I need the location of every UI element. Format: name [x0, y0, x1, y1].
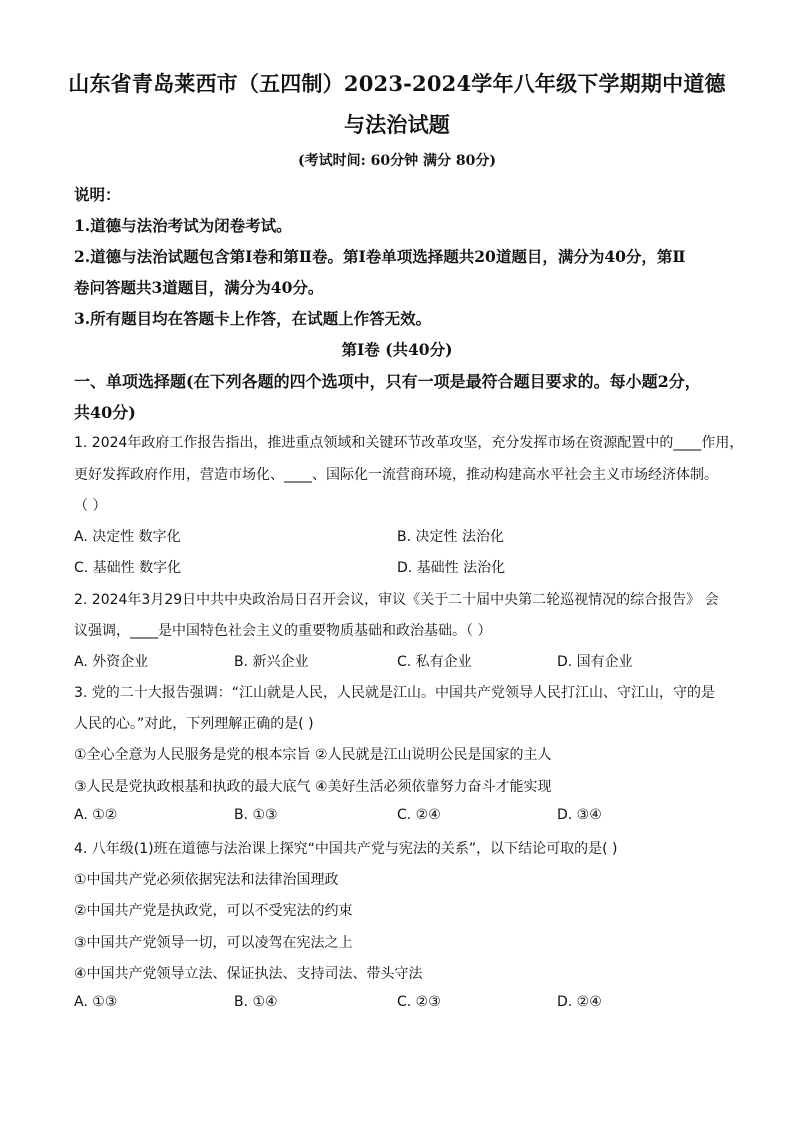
question-4-line-1: 4. 八年级(1)班在道德与法治课上探究“中国共产党与宪法的关系”，以下结论可取的是( ): [74, 841, 618, 857]
question-1-option-b: B. 决定性 法治化: [397, 529, 504, 545]
question-3-statement-1-2: ①全心全意为人民服务是党的根本宗旨 ②人民就是江山说明公民是国家的主人: [74, 747, 552, 763]
question-1-option-d: D. 基础性 法治化: [397, 560, 506, 576]
question-4-statement-2: ②中国共产党是执政党，可以不受宪法的约束: [74, 903, 353, 919]
note-item-2-line-1: 2.道德与法治试题包含第Ⅰ卷和第Ⅱ卷。第Ⅰ卷单项选择题共20道题目，满分为40分，第Ⅱ: [74, 247, 686, 266]
exam-subtitle: (考试时间: 60分钟 满分 80分): [297, 153, 496, 169]
question-2-option-b: B. 新兴企业: [234, 654, 309, 670]
exam-title-line-1: 山东省青岛莱西市（五四制）2023-2024学年八年级下学期期中道德: [68, 71, 726, 96]
note-item-1: 1.道德与法治考试为闭卷考试。: [74, 216, 292, 235]
question-3-option-b: B. ①③: [234, 807, 278, 823]
part-heading-line-2: 共40分): [74, 403, 136, 422]
question-1-line-2: 更好发挥政府作用，营造市场化、____、国际化一流营商环境，推动构建高水平社会主义市场经济体制。: [74, 467, 718, 483]
question-4-option-d: D. ②④: [557, 994, 602, 1010]
question-4-option-b: B. ①④: [234, 994, 278, 1010]
question-2-option-d: D. 国有企业: [557, 654, 633, 670]
question-2-line-1: 2. 2024年3月29日中共中央政治局日召开会议，审议《关于二十届中央第二轮巡视情况的综合报告》 会: [74, 592, 719, 608]
question-4-option-a: A. ①③: [74, 994, 118, 1010]
question-3-option-a: A. ①②: [74, 807, 118, 823]
question-1-line-1: 1. 2024年政府工作报告指出，推进重点领域和关键环节改革攻坚，充分发挥市场在资源配置中的____作用，: [74, 435, 744, 451]
question-1-line-3: （ ）: [74, 498, 107, 514]
question-3-line-2: 人民的心。”对此，下列理解正确的是( ): [74, 716, 314, 732]
question-1-option-c: C. 基础性 数字化: [74, 560, 182, 576]
question-2-option-a: A. 外资企业: [74, 654, 149, 670]
question-4-option-c: C. ②③: [397, 994, 441, 1010]
question-3-option-d: D. ③④: [557, 807, 602, 823]
question-4-statement-4: ④中国共产党领导立法、保证执法、支持司法、带头守法: [74, 966, 423, 982]
question-1-option-a: A. 决定性 数字化: [74, 529, 181, 545]
note-item-3: 3.所有题目均在答题卡上作答，在试题上作答无效。: [74, 309, 432, 328]
question-4-statement-1: ①中国共产党必须依据宪法和法律治国理政: [74, 872, 339, 888]
note-item-2-line-2: 卷问答题共3道题目，满分为40分。: [74, 278, 324, 297]
question-4-statement-3: ③中国共产党领导一切，可以凌驾在宪法之上: [74, 935, 353, 951]
question-3-option-c: C. ②④: [397, 807, 441, 823]
question-2-line-2: 议强调，____是中国特色社会主义的重要物质基础和政治基础。（ ）: [74, 623, 492, 639]
question-3-statement-3-4: ③人民是党执政根基和执政的最大底气 ④美好生活必须依靠努力奋斗才能实现: [74, 779, 552, 795]
part-heading-line-1: 一、单项选择题(在下列各题的四个选项中，只有一项是最符合题目要求的。每小题2分，: [74, 372, 701, 391]
question-3-line-1: 3. 党的二十大报告强调：“江山就是人民，人民就是江山。中国共产党领导人民打江山、守江山，守的是: [74, 685, 716, 701]
exam-title-line-2: 与法治试题: [344, 112, 450, 137]
notes-heading: 说明：: [74, 185, 121, 204]
section-title: 第Ⅰ卷 (共40分): [341, 340, 453, 359]
question-2-option-c: C. 私有企业: [397, 654, 472, 670]
